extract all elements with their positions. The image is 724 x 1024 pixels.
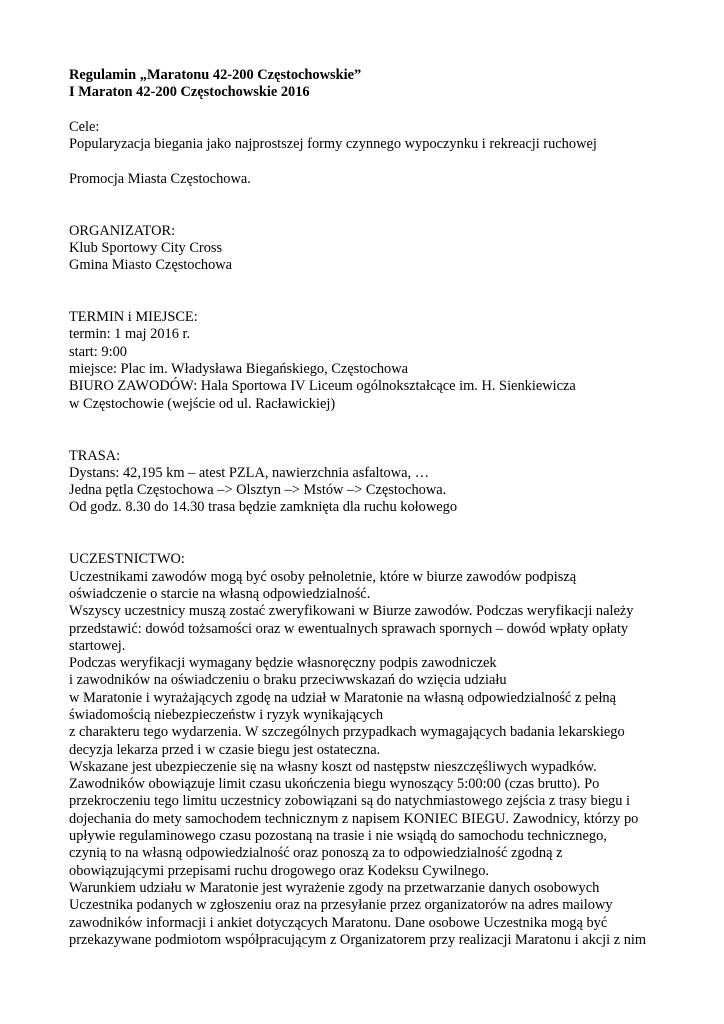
participation-line: przekazywane podmiotom współpracującym z Organizatorem przy realizacji Maratonu i akcji z nim [69,931,647,948]
participation-line: przedstawić: dowód tożsamości oraz w ewentualnych sprawach spornych – dowód wpłaty opłaty [69,620,629,637]
participation-line: oświadczenie o starcie na własną odpowiedzialność. [69,585,371,602]
spacer [69,275,709,310]
participation-line: Uczestnikami zawodów mogą być osoby pełnoletnie, które w biurze zawodów podpiszą [69,568,577,585]
organizer-section [69,223,709,275]
spacer [69,413,709,448]
participation-line: upływie regulaminowego czasu pozostaną na trasie i nie wsiądą do samochodu technicznego, [69,828,607,845]
goals-line: Promocja Miasta Częstochowa. [69,170,251,187]
goals-section [69,119,709,188]
spacer [69,102,709,119]
participation-line: i zawodników na oświadczeniu o braku przeciwwskazań do wzięcia udziału [69,672,507,689]
start-time-line: start: 9:00 [69,343,127,360]
participation-line: w Maratonie i wyrażających zgodę na udział w Maratonie na własną odpowiedzialność z pełną [69,689,617,706]
office-line: BIURO ZAWODÓW: Hala Sportowa IV Liceum ogólnokształcące im. H. Sienkiewicza [69,378,576,395]
participation-line: obowiązującymi przepisami ruchu drogowego oraz Kodeksu Cywilnego. [69,862,490,879]
goals-line: Popularyzacja biegania jako najprostszej formy czynnego wypoczynku i rekreacji ruchowej [69,136,597,153]
organizer-line: Klub Sportowy City Cross [69,239,223,256]
date-line: termin: 1 maj 2016 r. [69,326,191,343]
participation-line: Wszyscy uczestnicy muszą zostać zweryfikowani w Biurze zawodów. Podczas weryfikacji należy [69,603,634,620]
participation-line: Wskazane jest ubezpieczenie się na własny koszt od następstw nieszczęśliwych wypadków. [69,758,597,775]
organizer-heading: ORGANIZATOR: [69,222,176,239]
participation-line: świadomością niebezpieczeństw i ryzyk wynikających [69,706,384,723]
organizer-line: Gmina Miasto Częstochowa [69,257,233,274]
route-line: Dystans: 42,195 km – atest PZLA, nawierzchnia asfaltowa, … [69,464,430,481]
document-title: Regulamin „Maratonu 42-200 Częstochowskie” [69,67,362,83]
participation-section [69,551,709,949]
spacer [69,517,709,552]
participation-line: dojechania do mety samochodem technicznym z napisem KONIEC BIEGU. Zawodnicy, którzy po [69,810,639,827]
route-section [69,448,709,517]
participation-line: z charakteru tego wydarzenia. W szczególnych przypadkach wymagających badania lekarskiego [69,724,625,741]
route-line: Od godz. 8.30 do 14.30 trasa będzie zamknięta dla ruchu kołowego [69,499,458,516]
date-place-section [69,309,709,413]
document-subtitle: I Maraton 42-200 Częstochowskie 2016 [69,84,310,101]
route-line: Jedna pętla Częstochowa –> Olsztyn –> Mstów –> Częstochowa. [69,482,447,499]
spacer [69,188,709,223]
participation-line: Uczestnika podanych w zgłoszeniu oraz na przesyłanie przez organizatorów na adres mailowy [69,897,613,914]
document-page [69,67,709,949]
participation-line: czynią to na własną odpowiedzialność oraz ponoszą za to odpowiedzialność zgodną z [69,845,563,862]
participation-line: zawodników informacji i ankiet dotyczących Maratonu. Dane osobowe Uczestnika mogą być [69,914,608,931]
office-line: w Częstochowie (wejście od ul. Racławickiej) [69,395,336,412]
participation-line: przekroczeniu tego limitu uczestnicy zobowiązani są do natychmiastowego zejścia z trasy biegu i [69,793,631,810]
spacer [69,153,709,170]
participation-line: Zawodników obowiązuje limit czasu ukończenia biegu wynoszący 5:00:00 (czas brutto). Po [69,776,600,793]
participation-line: Warunkiem udziału w Maratonie jest wyrażenie zgody na przetwarzanie danych osobowych [69,879,600,896]
participation-line: Podczas weryfikacji wymagany będzie własnoręczny podpis zawodniczek [69,655,497,672]
participation-line: decyzja lekarza przed i w czasie biegu jest ostateczna. [69,741,381,758]
date-place-heading: TERMIN i MIEJSCE: [69,309,198,326]
goals-heading: Cele: [69,118,100,135]
participation-heading: UCZESTNICTWO: [69,551,185,568]
place-line: miejsce: Plac im. Władysława Biegańskiego, Częstochowa [69,361,409,378]
participation-line: startowej. [69,637,126,654]
route-heading: TRASA: [69,447,121,464]
